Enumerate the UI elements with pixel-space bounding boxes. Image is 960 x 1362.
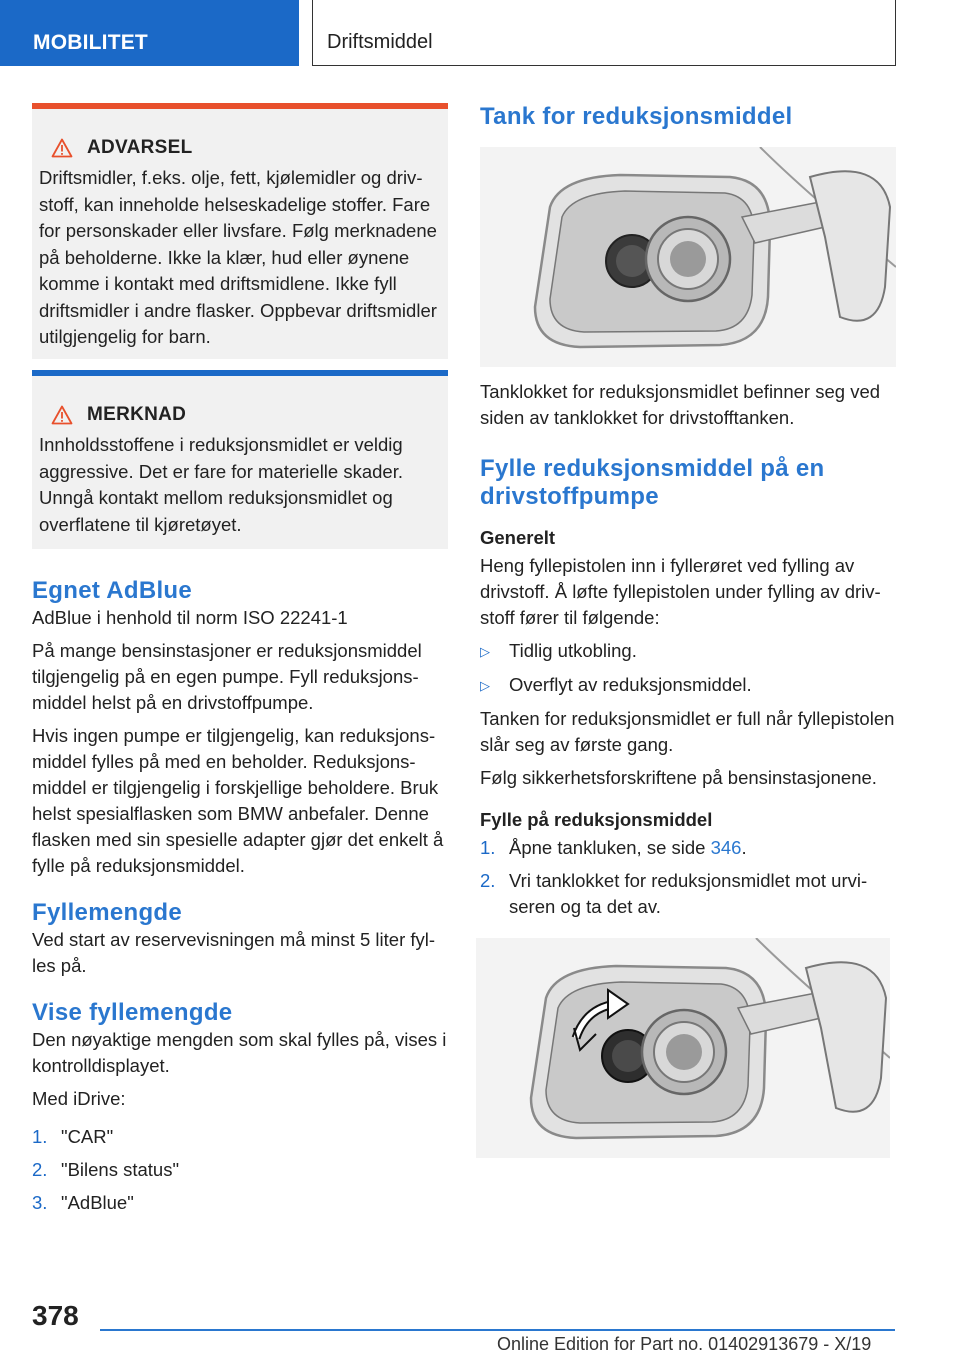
list-item (480, 868, 896, 920)
note-title: MERKNAD (87, 404, 187, 425)
list-item (480, 638, 896, 665)
step-text-end: . (741, 837, 747, 858)
warning-heading (51, 137, 440, 159)
page-header (0, 0, 960, 66)
note-text: Innholdsstoffene i reduksjonsmidlet er veldig aggressive. Det er fare for materielle skader. Unngå kontakt mellom reduksjonsmidlet og overflatene til kjøretøyet. (39, 434, 403, 535)
page-number: 378 (32, 1300, 79, 1331)
step-text: "Bilens status" (61, 1159, 180, 1180)
pump-intro-text: Heng fyllepistolen inn i fyllerøret ved fylling av drivstoff. Å løfte fyllepistolen under fylling av drivstoff fører til følgende: (480, 555, 881, 628)
bullet-text: Overflyt av reduksjonsmiddel. (509, 674, 752, 695)
fillamount-text: Ved start av reservevisningen må minst 5 liter fylles på. (32, 929, 436, 976)
step-number: 2. (32, 1159, 48, 1180)
step-number: 2. (480, 870, 496, 891)
step-text (509, 835, 747, 861)
edition-text: Online Edition for Part no. 01402913679 - X/19 (497, 1334, 872, 1354)
general-subheading: Generelt (480, 527, 556, 548)
triangle-bullet-icon: ▷ (480, 644, 490, 659)
tank-full-text: Tanken for reduksjonsmidlet er full når fyllepistolen slår seg av første gang. (480, 708, 895, 755)
page-link[interactable]: 346 (710, 837, 742, 858)
refill-subheading: Fylle på reduksjonsmiddel (480, 809, 713, 830)
warning-text: Driftsmidler, f.eks. olje, fett, kjølemidler og drivstoff, kan inneholde helseskadelige stoffer. Fare for personskader eller livsfare. Følg merknadene på beholderne. Ikke la klær, hud eller øynene komme i kontakt med driftsmidlene. Ikke fyll driftsmidler i andre flasker. Oppbevar driftsmidler utilgjengelig for barn. (39, 167, 437, 347)
fuel-flap-drawing (480, 147, 896, 367)
list-item (32, 1124, 448, 1150)
warning-box (32, 103, 448, 359)
adblue-heading: Egnet AdBlue (32, 577, 193, 604)
triangle-bullet-icon: ▷ (480, 678, 490, 693)
showamount-heading: Vise fyllemengde (32, 999, 233, 1026)
adblue-container-text: Hvis ingen pumpe er tilgjengelig, kan reduksjonsmiddel fylles på med en beholder. Reduksjonsmiddel er tilgjengelig i forskjellige beholdere. Bruk helst spesialflasken som BMW anbefaler. Denne flasken med sin spesielle adapter gjør det enkelt å fylle på reduksjonsmiddel. (32, 725, 444, 876)
idrive-text: Med iDrive: (32, 1088, 126, 1109)
note-heading (51, 404, 440, 426)
cap-removal-illustration (476, 938, 890, 1158)
adblue-norm-text: AdBlue i henhold til norm ISO 22241-1 (32, 607, 348, 628)
tank-caption: Tanklokket for reduksjonsmidlet befinner seg ved siden av tanklokket for drivstofftanken. (480, 381, 881, 428)
idrive-steps (32, 1124, 448, 1216)
left-column (32, 103, 448, 1223)
fillamount-heading: Fyllemengde (32, 899, 183, 926)
warning-triangle-icon (51, 138, 73, 158)
list-item (480, 672, 896, 699)
step-number: 3. (32, 1192, 48, 1213)
tank-heading: Tank for reduksjonsmiddel (480, 103, 793, 130)
section-tab: MOBILITET (0, 0, 299, 66)
chapter-title: Driftsmiddel (312, 0, 896, 66)
showamount-text: Den nøyaktige mengden som skal fylles på, vises i kontrolldisplayet. (32, 1029, 447, 1076)
step-text: "CAR" (61, 1126, 114, 1147)
effects-list (480, 638, 896, 699)
note-box (32, 370, 448, 549)
right-column (480, 103, 896, 1158)
safety-text: Følg sikkerhetsforskriftene på bensinstasjonene. (480, 767, 877, 788)
list-item (32, 1157, 448, 1183)
warning-title: ADVARSEL (87, 137, 193, 158)
caution-triangle-icon (51, 405, 73, 425)
tank-cap-illustration (480, 147, 896, 367)
step-text-main: Åpne tankluken, se side (509, 837, 711, 858)
step-number: 1. (480, 837, 496, 858)
footer-divider (100, 1329, 895, 1331)
step-text: Vri tanklokket for reduksjonsmidlet mot urviseren og ta det av. (509, 870, 868, 917)
bullet-text: Tidlig utkobling. (509, 640, 637, 661)
step-text: "AdBlue" (61, 1192, 134, 1213)
step-number: 1. (32, 1126, 48, 1147)
list-item (480, 835, 896, 861)
adblue-pump-text: På mange bensinstasjoner er reduksjonsmiddel tilgjengelig på en egen pumpe. Fyll reduksjonsmiddel helst på en drivstoffpumpe. (32, 640, 422, 713)
refill-steps (480, 835, 896, 920)
pump-heading: Fylle reduksjonsmiddel på en drivstoffpumpe (480, 455, 825, 510)
cap-removal-drawing (476, 938, 890, 1158)
list-item (32, 1190, 448, 1216)
